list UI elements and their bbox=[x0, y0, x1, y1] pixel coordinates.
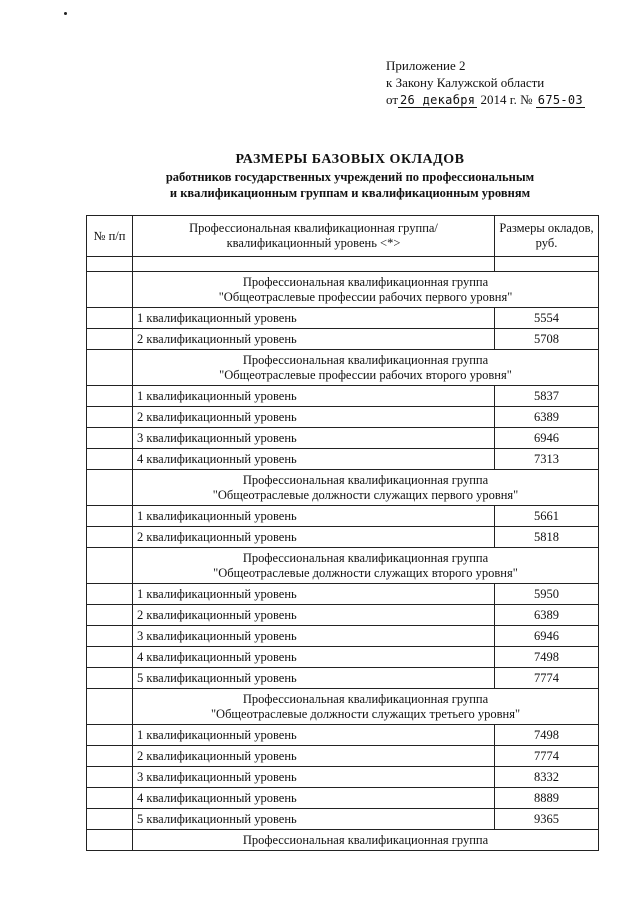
group-row bbox=[87, 470, 599, 506]
group-name-cell bbox=[133, 350, 599, 386]
table-row bbox=[87, 725, 599, 746]
table-row bbox=[87, 527, 599, 548]
salary-value: 5837 bbox=[495, 386, 599, 407]
group-name-cell bbox=[133, 548, 599, 584]
group-label: Профессиональная квалификационная группа bbox=[242, 274, 489, 289]
group-label: Профессиональная квалификационная группа bbox=[242, 691, 489, 706]
title-sub-line2: и квалификационным группам и квалификационным уровням bbox=[169, 186, 531, 200]
row-num-cell bbox=[87, 527, 133, 548]
level-label: 3 квалификационный уровень bbox=[133, 767, 495, 788]
table-spacer-row bbox=[87, 257, 599, 272]
group-label: Профессиональная квалификационная группа bbox=[242, 550, 489, 565]
salary-table-body bbox=[87, 216, 599, 851]
salary-value: 6946 bbox=[495, 428, 599, 449]
header-salary: Размеры окладов, руб. bbox=[495, 216, 599, 257]
salary-value: 6946 bbox=[495, 626, 599, 647]
table-row bbox=[87, 584, 599, 605]
group-name: "Общеотраслевые профессии рабочих первого уровня" bbox=[218, 289, 513, 304]
appendix-from-prefix: от bbox=[386, 92, 399, 107]
table-row bbox=[87, 626, 599, 647]
salary-value: 7774 bbox=[495, 668, 599, 689]
group-name: "Общеотраслевые должности служащих второго уровня" bbox=[213, 565, 518, 580]
level-label: 1 квалификационный уровень bbox=[133, 506, 495, 527]
level-label: 1 квалификационный уровень bbox=[133, 308, 495, 329]
row-num-cell bbox=[87, 584, 133, 605]
salary-value: 6389 bbox=[495, 407, 599, 428]
level-label: 2 квалификационный уровень bbox=[133, 329, 495, 350]
trailing-group-label: Профессиональная квалификационная группа bbox=[133, 830, 599, 851]
row-num-cell bbox=[87, 647, 133, 668]
table-row bbox=[87, 308, 599, 329]
table-row bbox=[87, 428, 599, 449]
salary-value: 6389 bbox=[495, 605, 599, 626]
group-label: Профессиональная квалификационная группа bbox=[242, 472, 489, 487]
title-sub-line1: работников государственных учреждений по профессиональным bbox=[165, 170, 535, 184]
level-label: 4 квалификационный уровень bbox=[133, 788, 495, 809]
table-row bbox=[87, 788, 599, 809]
appendix-header bbox=[386, 57, 585, 108]
header-group: Профессиональная квалификационная группа/квалификационный уровень <*> bbox=[133, 216, 495, 257]
group-row bbox=[87, 830, 599, 851]
level-label: 1 квалификационный уровень bbox=[133, 386, 495, 407]
salary-value: 7313 bbox=[495, 449, 599, 470]
group-name-cell bbox=[133, 689, 599, 725]
appendix-year-text: 2014 г. № bbox=[480, 92, 533, 107]
appendix-date-line bbox=[386, 91, 585, 108]
row-num-cell bbox=[87, 329, 133, 350]
group-num-cell bbox=[87, 272, 133, 308]
appendix-line1: Приложение 2 bbox=[386, 58, 466, 73]
row-num-cell bbox=[87, 746, 133, 767]
salary-value: 5708 bbox=[495, 329, 599, 350]
level-label: 2 квалификационный уровень bbox=[133, 605, 495, 626]
scan-speck bbox=[64, 12, 67, 15]
group-row bbox=[87, 689, 599, 725]
row-num-cell bbox=[87, 308, 133, 329]
level-label: 5 квалификационный уровень bbox=[133, 809, 495, 830]
level-label: 5 квалификационный уровень bbox=[133, 668, 495, 689]
group-name-cell bbox=[133, 272, 599, 308]
group-num-cell bbox=[87, 470, 133, 506]
group-name: "Общеотраслевые должности служащих третьего уровня" bbox=[210, 706, 521, 721]
level-label: 2 квалификационный уровень bbox=[133, 746, 495, 767]
group-name: "Общеотраслевые должности служащих первого уровня" bbox=[212, 487, 519, 502]
level-label: 4 квалификационный уровень bbox=[133, 647, 495, 668]
title-main: РАЗМЕРЫ БАЗОВЫХ ОКЛАДОВ bbox=[235, 152, 465, 167]
row-num-cell bbox=[87, 449, 133, 470]
group-num-cell bbox=[87, 830, 133, 851]
row-num-cell bbox=[87, 626, 133, 647]
row-num-cell bbox=[87, 506, 133, 527]
group-num-cell bbox=[87, 548, 133, 584]
group-label: Профессиональная квалификационная группа bbox=[242, 352, 489, 367]
table-row bbox=[87, 668, 599, 689]
row-num-cell bbox=[87, 605, 133, 626]
group-row bbox=[87, 350, 599, 386]
row-num-cell bbox=[87, 809, 133, 830]
row-num-cell bbox=[87, 767, 133, 788]
salary-value: 5818 bbox=[495, 527, 599, 548]
table-row bbox=[87, 605, 599, 626]
group-num-cell bbox=[87, 689, 133, 725]
header-num: № п/п bbox=[87, 216, 133, 257]
group-row bbox=[87, 272, 599, 308]
table-row bbox=[87, 809, 599, 830]
level-label: 3 квалификационный уровень bbox=[133, 626, 495, 647]
salary-value: 7498 bbox=[495, 647, 599, 668]
level-label: 1 квалификационный уровень bbox=[133, 725, 495, 746]
table-row bbox=[87, 746, 599, 767]
appendix-line2: к Закону Калужской области bbox=[386, 75, 545, 90]
salary-value: 5661 bbox=[495, 506, 599, 527]
level-label: 2 квалификационный уровень bbox=[133, 407, 495, 428]
level-label: 2 квалификационный уровень bbox=[133, 527, 495, 548]
row-num-cell bbox=[87, 407, 133, 428]
group-name-cell bbox=[133, 470, 599, 506]
row-num-cell bbox=[87, 788, 133, 809]
table-row bbox=[87, 767, 599, 788]
group-row bbox=[87, 548, 599, 584]
salary-value: 9365 bbox=[495, 809, 599, 830]
level-label: 3 квалификационный уровень bbox=[133, 428, 495, 449]
salary-value: 8889 bbox=[495, 788, 599, 809]
appendix-date-handwritten: 26 декабря bbox=[400, 93, 476, 107]
document-title bbox=[100, 151, 600, 201]
level-label: 4 квалификационный уровень bbox=[133, 449, 495, 470]
group-name: "Общеотраслевые профессии рабочих второго уровня" bbox=[219, 367, 512, 382]
table-row bbox=[87, 647, 599, 668]
level-label: 1 квалификационный уровень bbox=[133, 584, 495, 605]
row-num-cell bbox=[87, 668, 133, 689]
table-row bbox=[87, 449, 599, 470]
appendix-law-number: 675-03 bbox=[537, 93, 583, 107]
row-num-cell bbox=[87, 386, 133, 407]
table-row bbox=[87, 329, 599, 350]
salary-value: 8332 bbox=[495, 767, 599, 788]
table-header-row bbox=[87, 216, 599, 257]
row-num-cell bbox=[87, 428, 133, 449]
table-row bbox=[87, 506, 599, 527]
table-row bbox=[87, 407, 599, 428]
salary-table bbox=[86, 215, 599, 851]
row-num-cell bbox=[87, 725, 133, 746]
salary-value: 5554 bbox=[495, 308, 599, 329]
group-num-cell bbox=[87, 350, 133, 386]
salary-value: 7774 bbox=[495, 746, 599, 767]
salary-value: 5950 bbox=[495, 584, 599, 605]
table-row bbox=[87, 386, 599, 407]
salary-value: 7498 bbox=[495, 725, 599, 746]
